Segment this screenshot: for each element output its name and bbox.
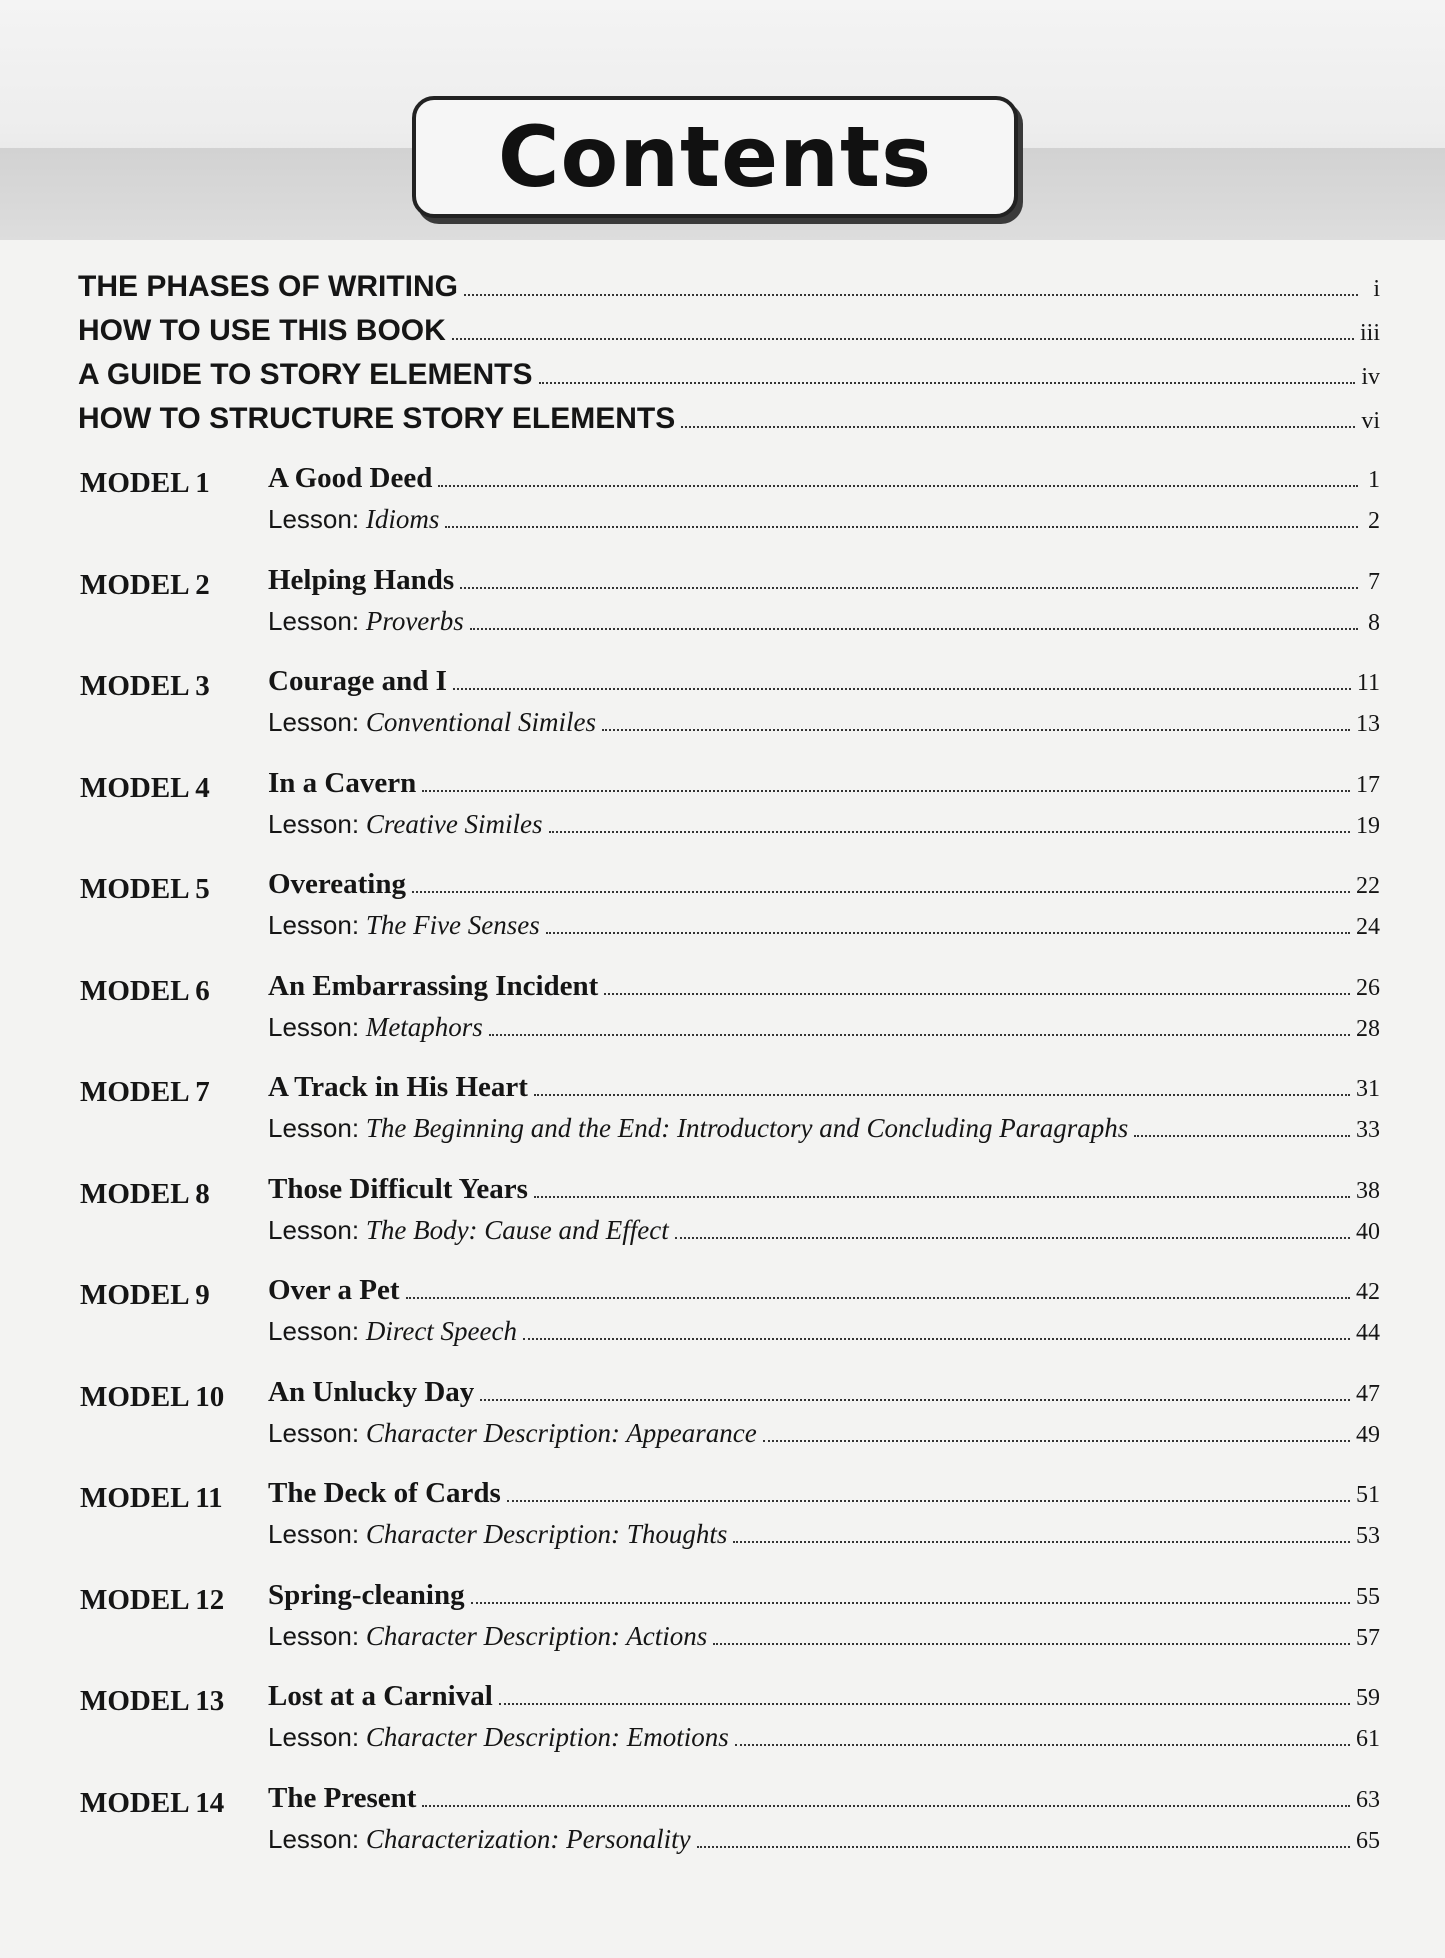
lesson-title: Conventional Similes [365, 707, 597, 737]
story-title: A Good Deed [268, 462, 433, 494]
story-row [268, 1173, 1380, 1215]
lesson-title: Character Description: Actions [365, 1620, 708, 1651]
story-title: Those Difficult Years [268, 1172, 528, 1205]
model-label: MODEL 12 [80, 1583, 225, 1616]
entry-label: HOW TO USE THIS BOOK [78, 314, 446, 347]
page-number: 38 [1356, 1177, 1380, 1204]
lesson-text [268, 606, 464, 637]
page-number: 57 [1356, 1624, 1380, 1651]
lesson-row [268, 1316, 1380, 1358]
lesson-prefix: Lesson: [268, 605, 360, 636]
page-number: 42 [1356, 1279, 1380, 1305]
lesson-title: Metaphors [365, 1011, 483, 1042]
dot-leader [546, 932, 1350, 934]
lesson-prefix: Lesson: [268, 1519, 360, 1549]
lesson-title: The Body: Cause and Effect [365, 1214, 669, 1245]
page-number: 53 [1356, 1523, 1380, 1549]
entry-label: THE PHASES OF WRITING [78, 270, 459, 303]
lesson-text [268, 1519, 727, 1550]
model-label: MODEL 8 [80, 1177, 210, 1210]
dot-leader [470, 628, 1358, 630]
lesson-text [268, 1722, 729, 1753]
model-label: MODEL 7 [80, 1076, 210, 1108]
model-entry [80, 665, 1380, 749]
model-label: MODEL 11 [80, 1482, 223, 1514]
lesson-prefix: Lesson: [268, 1214, 360, 1245]
page-number: 22 [1356, 873, 1380, 899]
page-number: 17 [1356, 771, 1380, 798]
dot-leader [445, 526, 1358, 528]
model-body [268, 665, 1380, 749]
page-number: 49 [1356, 1421, 1380, 1448]
story-row [268, 868, 1380, 910]
model-label: MODEL 1 [80, 467, 210, 499]
lesson-title: Idioms [365, 504, 440, 534]
model-entry [80, 1579, 1380, 1663]
dot-leader [412, 891, 1350, 893]
page-number: 1 [1368, 467, 1380, 493]
lesson-text [268, 504, 439, 535]
lesson-row [268, 910, 1380, 952]
dot-leader [681, 426, 1355, 428]
lesson-title: Character Description: Thoughts [365, 1519, 728, 1549]
model-label: MODEL 3 [80, 670, 210, 702]
dot-leader [549, 831, 1350, 833]
lesson-text [268, 1418, 757, 1449]
story-row [268, 1274, 1380, 1316]
model-entry [80, 1680, 1380, 1764]
page-number: 33 [1356, 1117, 1380, 1143]
dot-leader [539, 382, 1356, 384]
lesson-prefix: Lesson: [268, 1316, 360, 1346]
toc-entry [78, 270, 1380, 314]
toc-entry [78, 358, 1380, 402]
story-title: Overeating [268, 868, 406, 900]
dot-leader [523, 1338, 1350, 1340]
story-row [268, 1477, 1380, 1519]
story-title: An Unlucky Day [268, 1375, 475, 1408]
lesson-text [268, 809, 543, 840]
model-body [268, 1579, 1380, 1663]
lesson-title: Character Description: Emotions [365, 1722, 729, 1752]
story-title: Over a Pet [268, 1274, 400, 1306]
lesson-prefix: Lesson: [268, 1823, 360, 1854]
page-number: 26 [1356, 974, 1380, 1001]
lesson-row [268, 707, 1380, 749]
model-entry [80, 564, 1380, 648]
model-body [268, 970, 1380, 1054]
dot-leader [453, 688, 1351, 690]
page-number: iv [1361, 364, 1380, 390]
model-label: MODEL 9 [80, 1279, 210, 1311]
dot-leader [675, 1237, 1350, 1239]
lesson-prefix: Lesson: [268, 1620, 360, 1651]
model-entry [80, 767, 1380, 851]
lesson-text [268, 910, 540, 941]
story-title: A Track in His Heart [268, 1071, 528, 1103]
story-title: Lost at a Carnival [268, 1680, 493, 1712]
toc-entry [78, 314, 1380, 358]
model-entry [80, 1477, 1380, 1561]
title-banner [412, 96, 1018, 218]
page-number: 61 [1356, 1726, 1380, 1752]
lesson-title: Direct Speech [365, 1316, 518, 1346]
lesson-row [268, 1113, 1380, 1155]
page-number: iii [1359, 320, 1380, 346]
lesson-title: The Five Senses [365, 910, 540, 940]
dot-leader [464, 294, 1358, 296]
story-row [268, 1579, 1380, 1621]
story-row [268, 1680, 1380, 1722]
lesson-prefix: Lesson: [268, 1011, 360, 1042]
lesson-prefix: Lesson: [268, 707, 360, 737]
dot-leader [534, 1196, 1350, 1198]
lesson-title: Character Description: Appearance [365, 1417, 757, 1448]
story-row [268, 767, 1380, 809]
dot-leader [697, 1846, 1350, 1848]
page-number: 28 [1356, 1015, 1380, 1042]
lesson-prefix: Lesson: [268, 808, 360, 839]
entry-label: A GUIDE TO STORY ELEMENTS [78, 358, 533, 391]
story-title: In a Cavern [268, 766, 417, 799]
lesson-title: Characterization: Personality [365, 1823, 691, 1854]
model-body [268, 1173, 1380, 1257]
entry-label: HOW TO STRUCTURE STORY ELEMENTS [78, 402, 676, 435]
page-number: 7 [1368, 568, 1380, 595]
model-body [268, 1680, 1380, 1764]
dot-leader [735, 1744, 1350, 1746]
page-number: 51 [1356, 1482, 1380, 1508]
lesson-text [268, 707, 596, 738]
story-title: The Deck of Cards [268, 1477, 501, 1509]
model-body [268, 1477, 1380, 1561]
dot-leader [713, 1643, 1350, 1645]
model-label: MODEL 13 [80, 1685, 225, 1717]
page-title: Contents [497, 108, 933, 206]
dot-leader [452, 338, 1354, 340]
story-title: The Present [268, 1781, 417, 1814]
lesson-title: The Beginning and the End: Introductory and Concluding Paragraphs [365, 1113, 1129, 1143]
page-number: 40 [1356, 1218, 1380, 1245]
story-row [268, 970, 1380, 1012]
story-title: Spring-cleaning [268, 1578, 465, 1611]
model-entry [80, 970, 1380, 1054]
lesson-row [268, 606, 1380, 648]
story-title: Helping Hands [268, 563, 455, 596]
page-number: 65 [1356, 1827, 1380, 1854]
dot-leader [604, 993, 1350, 995]
story-title: An Embarrassing Incident [268, 969, 599, 1002]
dot-leader [733, 1541, 1350, 1543]
dot-leader [499, 1703, 1350, 1705]
lesson-title: Creative Similes [365, 808, 543, 839]
lesson-prefix: Lesson: [268, 1417, 360, 1448]
page-number: 24 [1356, 914, 1380, 940]
model-label: MODEL 10 [80, 1380, 225, 1413]
page-number: vi [1361, 408, 1380, 434]
page-number: 59 [1356, 1685, 1380, 1711]
story-row [268, 1071, 1380, 1113]
story-row [268, 1376, 1380, 1418]
model-body [268, 462, 1380, 546]
dot-leader [438, 485, 1358, 487]
lesson-row [268, 504, 1380, 546]
lesson-row [268, 1215, 1380, 1257]
model-entry [80, 868, 1380, 952]
model-body [268, 1376, 1380, 1460]
lesson-row [268, 1519, 1380, 1561]
dot-leader [406, 1297, 1350, 1299]
dot-leader [480, 1399, 1350, 1401]
lesson-prefix: Lesson: [268, 910, 360, 940]
page-number: 55 [1356, 1583, 1380, 1610]
lesson-prefix: Lesson: [268, 1113, 360, 1143]
model-body [268, 767, 1380, 851]
lesson-text [268, 1012, 483, 1043]
lesson-row [268, 1621, 1380, 1663]
model-body [268, 868, 1380, 952]
page-number: 63 [1356, 1786, 1380, 1813]
lesson-text [268, 1621, 707, 1652]
dot-leader [1134, 1135, 1350, 1137]
page-number: 11 [1356, 670, 1380, 696]
model-body [268, 1274, 1380, 1358]
model-label: MODEL 14 [80, 1786, 225, 1819]
lesson-prefix: Lesson: [268, 504, 360, 534]
story-row [268, 462, 1380, 504]
lesson-prefix: Lesson: [268, 1722, 360, 1752]
lesson-row [268, 1824, 1380, 1866]
story-row [268, 665, 1380, 707]
model-entry [80, 1274, 1380, 1358]
model-label: MODEL 4 [80, 771, 210, 804]
page-number: 44 [1356, 1320, 1380, 1346]
model-body [268, 1071, 1380, 1155]
dot-leader [460, 587, 1358, 589]
story-row [268, 1782, 1380, 1824]
model-label: MODEL 2 [80, 568, 210, 601]
lesson-row [268, 1012, 1380, 1054]
page-number: 31 [1356, 1076, 1380, 1102]
models-list [80, 462, 1380, 1883]
page-number: 13 [1356, 711, 1380, 737]
lesson-text [268, 1113, 1128, 1144]
lesson-row [268, 1722, 1380, 1764]
dot-leader [489, 1034, 1350, 1036]
model-label: MODEL 6 [80, 974, 210, 1007]
lesson-text [268, 1824, 691, 1855]
model-entry [80, 1173, 1380, 1257]
model-body [268, 564, 1380, 648]
page-number: 47 [1356, 1380, 1380, 1407]
lesson-row [268, 809, 1380, 851]
page-number: 19 [1356, 812, 1380, 839]
dot-leader [534, 1094, 1350, 1096]
lesson-text [268, 1316, 517, 1347]
story-row [268, 564, 1380, 606]
dot-leader [422, 790, 1350, 792]
model-entry [80, 1376, 1380, 1460]
dot-leader [763, 1440, 1350, 1442]
front-matter-list [78, 270, 1380, 446]
model-entry [80, 1782, 1380, 1866]
dot-leader [602, 729, 1350, 731]
toc-entry [78, 402, 1380, 446]
model-body [268, 1782, 1380, 1866]
page-number: i [1373, 276, 1380, 302]
dot-leader [507, 1500, 1350, 1502]
lesson-title: Proverbs [365, 605, 464, 636]
lesson-row [268, 1418, 1380, 1460]
model-entry [80, 1071, 1380, 1155]
lesson-text [268, 1215, 669, 1246]
dot-leader [471, 1602, 1350, 1604]
model-label: MODEL 5 [80, 873, 210, 905]
story-title: Courage and I [268, 665, 447, 697]
page-number: 2 [1368, 508, 1380, 534]
page-number: 8 [1368, 609, 1380, 636]
dot-leader [422, 1805, 1350, 1807]
model-entry [80, 462, 1380, 546]
